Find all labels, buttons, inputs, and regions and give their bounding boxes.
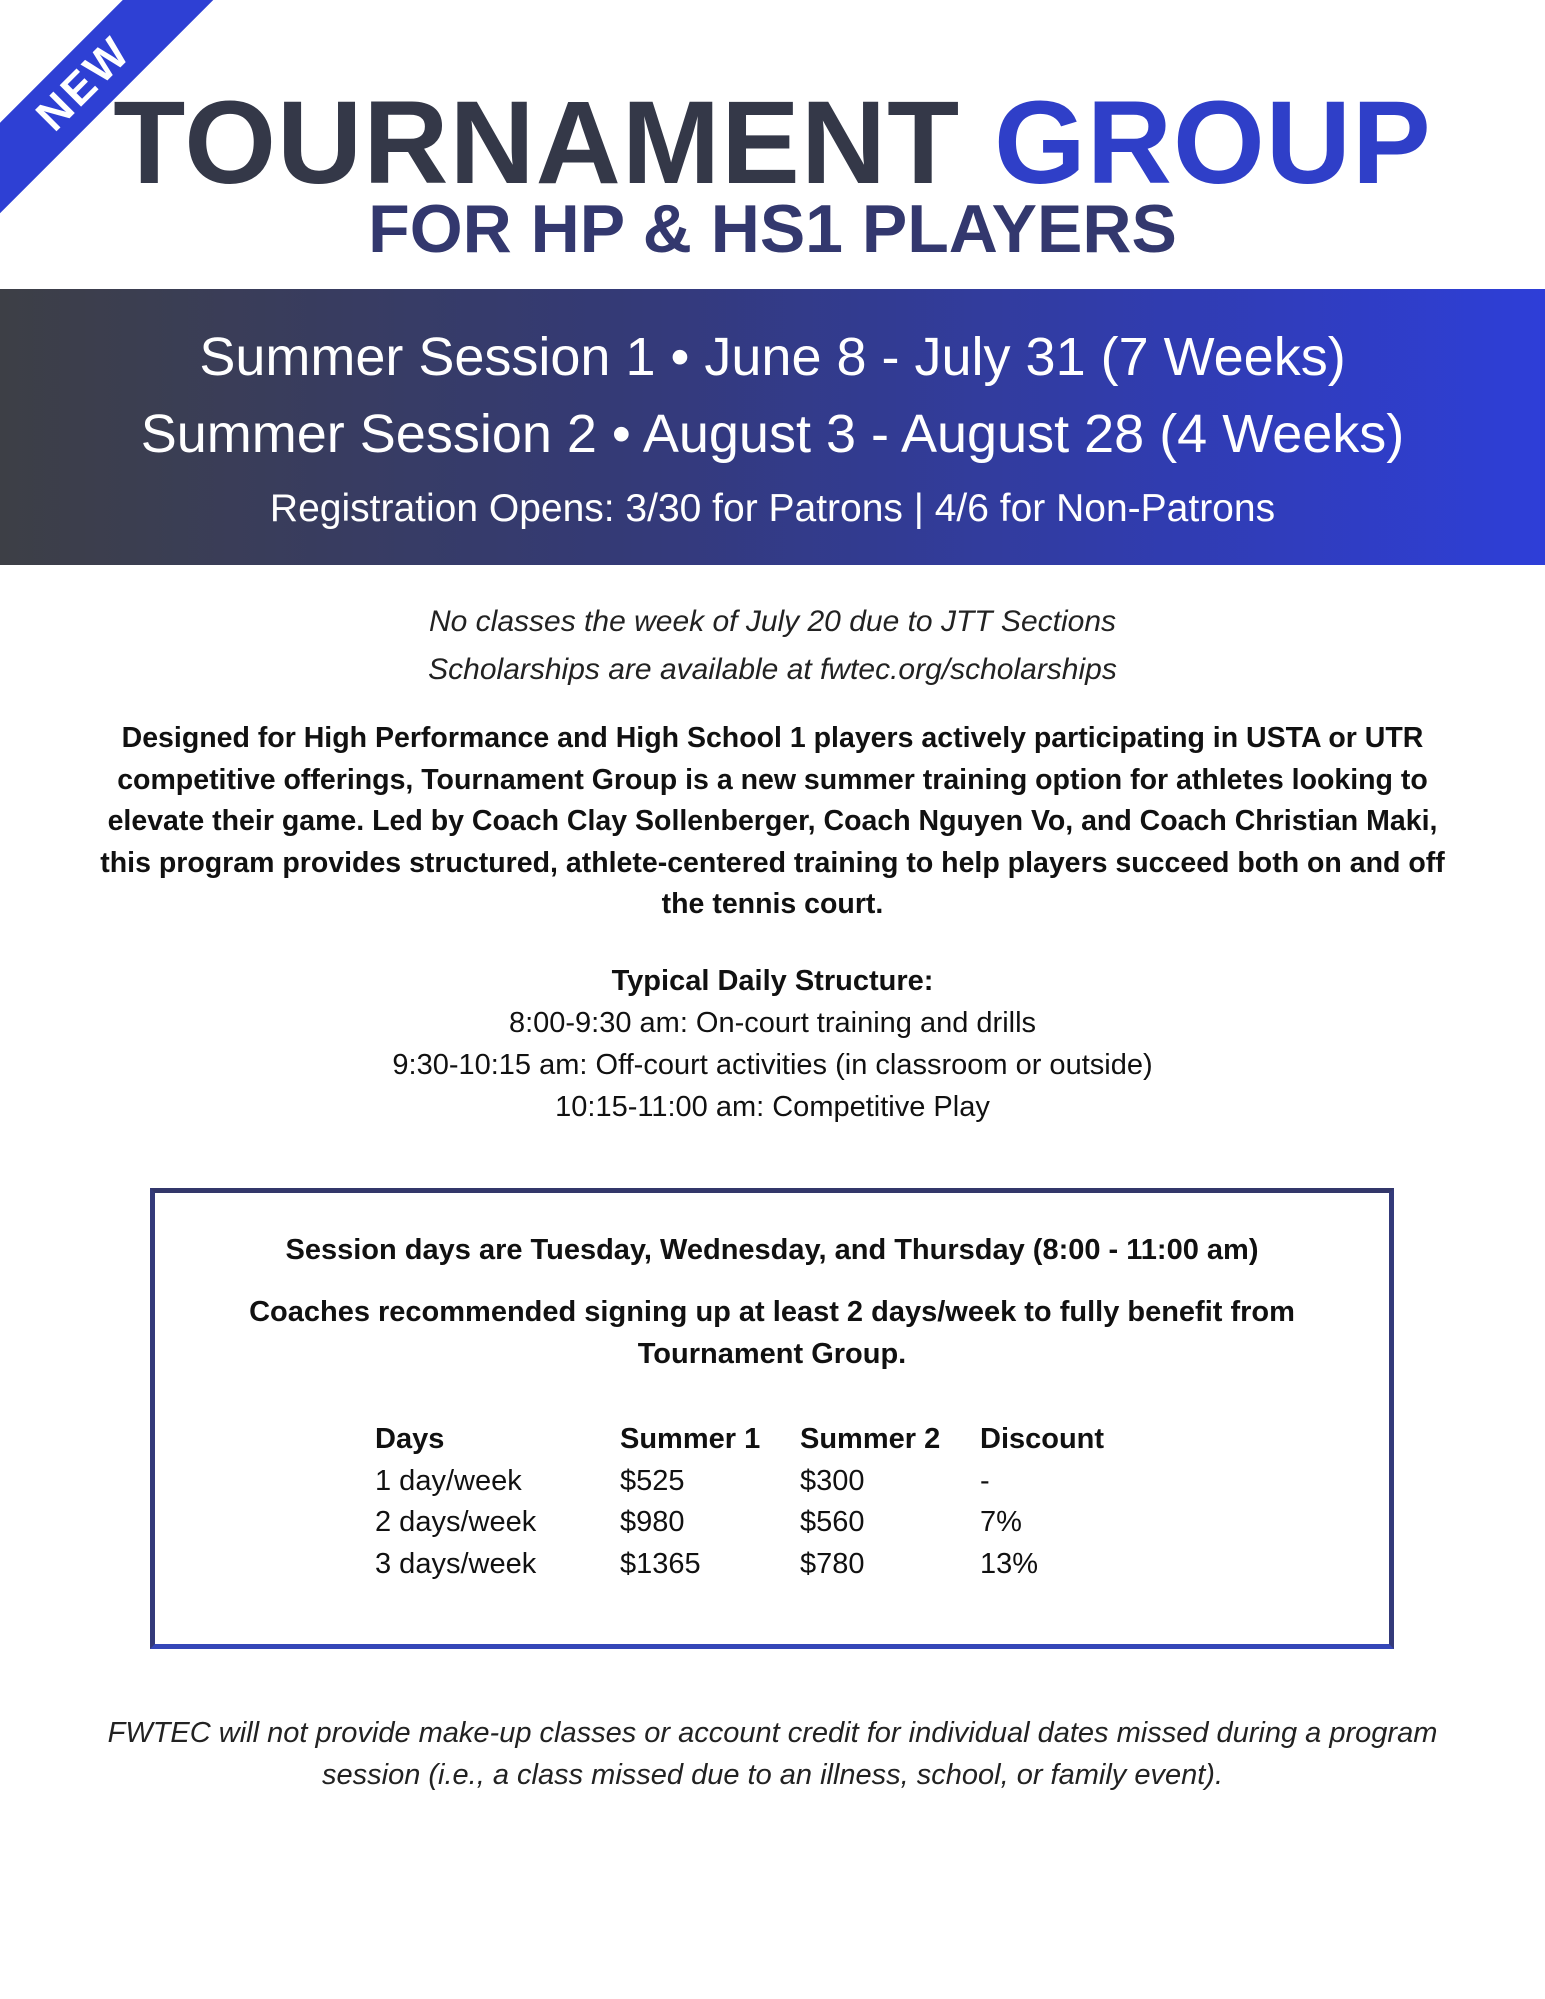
cell-summer1: $980 (620, 1506, 685, 1538)
table-row (375, 1543, 1140, 1585)
table-row (375, 1460, 1140, 1502)
cell-days: 3 days/week (375, 1547, 537, 1580)
cell-summer2: $300 (800, 1464, 865, 1497)
session2-dates: Summer Session 2 • August 3 - August 28 (4 Weeks) (140, 404, 1405, 464)
pricing-table (375, 1418, 1140, 1584)
title-word-group: GROUP (993, 77, 1432, 209)
scholarships-note: Scholarships are available at fwtec.org/scholarships (428, 653, 1117, 686)
session-banner (0, 289, 1545, 565)
makeup-policy-note: FWTEC will not provide make-up classes or account credit for individual dates missed during a program session (i.e., a class missed due to an illness, school, or family event). (107, 1717, 1438, 1791)
page-title (0, 78, 1545, 208)
pricing-box (150, 1188, 1394, 1649)
table-row (375, 1501, 1140, 1543)
structure-item: 9:30-10:15 am: Off-court activities (in classroom or outside) (392, 1049, 1153, 1081)
header-days: Days (375, 1423, 445, 1455)
registration-dates: Registration Opens: 3/30 for Patrons | 4/6 for Non-Patrons (269, 487, 1276, 530)
page-subtitle: FOR HP & HS1 PLAYERS (368, 191, 1177, 267)
header-summer2: Summer 2 (800, 1423, 941, 1455)
new-ribbon-label: NEW (0, 0, 230, 230)
table-header-row (375, 1418, 1140, 1460)
cell-discount: 7% (980, 1506, 1022, 1538)
cell-summer2: $780 (800, 1547, 865, 1580)
no-classes-note: No classes the week of July 20 due to JTT Sections (429, 605, 1116, 638)
title-word-tournament: TOURNAMENT (113, 77, 961, 209)
daily-structure-heading: Typical Daily Structure: (611, 965, 934, 997)
session1-dates: Summer Session 1 • June 8 - July 31 (7 Weeks) (199, 327, 1346, 387)
cell-summer1: $525 (620, 1464, 685, 1497)
structure-item: 8:00-9:30 am: On-court training and drills (508, 1007, 1037, 1039)
recommendation-text: Coaches recommended signing up at least 2 days/week to fully benefit from Tournament Group. (249, 1296, 1295, 1370)
cell-discount: - (980, 1464, 990, 1497)
header-discount: Discount (980, 1423, 1105, 1455)
session-days-text: Session days are Tuesday, Wednesday, and Thursday (8:00 - 11:00 am) (285, 1234, 1259, 1266)
cell-summer1: $1365 (620, 1547, 701, 1580)
cell-summer2: $560 (800, 1506, 865, 1538)
daily-structure (0, 960, 1545, 1128)
cell-days: 1 day/week (375, 1464, 522, 1497)
program-description: Designed for High Performance and High School 1 players actively participating in USTA or UTR competitive offerings, Tournament Group is a new summer training option for athletes looking to elevate their game. Led by Coach Clay Sollenberger, Coach Nguyen Vo, and Coach Christian Maki, this program provides structured, athlete-centered training to help players succeed both on and off the tennis court. (100, 722, 1445, 920)
header-summer1: Summer 1 (620, 1423, 761, 1455)
cell-discount: 13% (980, 1547, 1039, 1580)
structure-item: 10:15-11:00 am: Competitive Play (555, 1091, 990, 1123)
cell-days: 2 days/week (375, 1506, 537, 1538)
